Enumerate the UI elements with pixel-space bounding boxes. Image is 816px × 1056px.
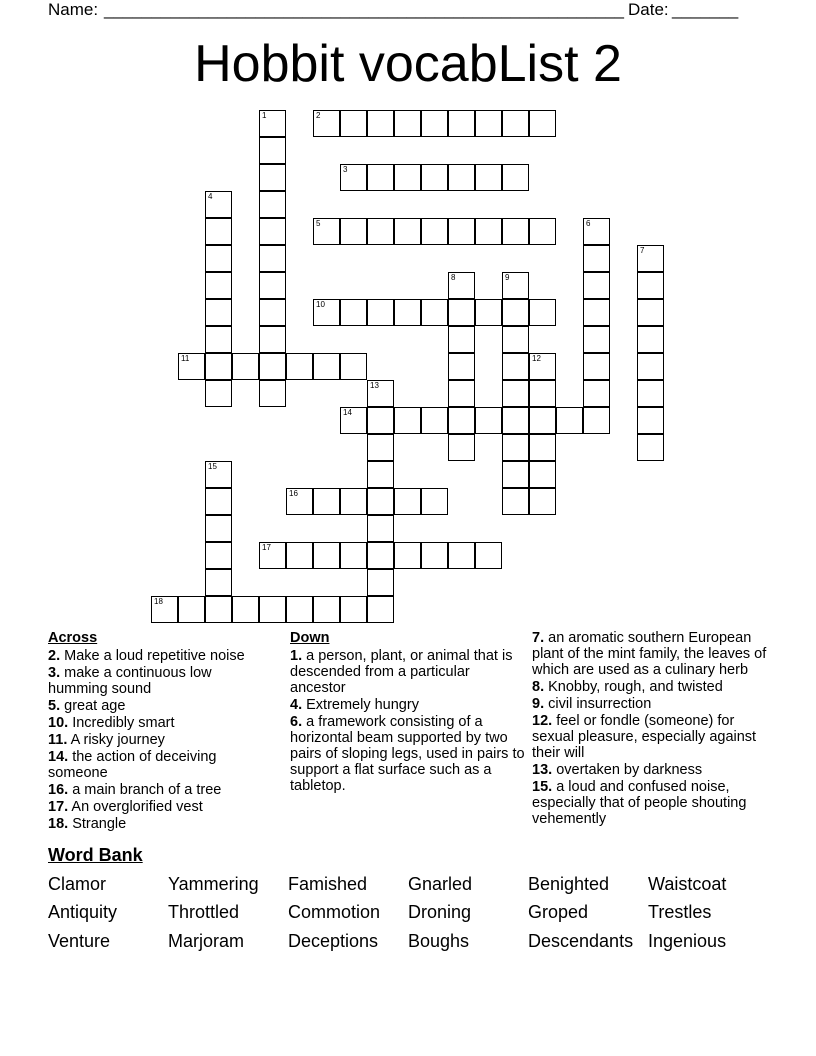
clue-number: 16. (48, 782, 69, 798)
clue-text: great age (64, 698, 126, 714)
crossword-cell[interactable] (502, 407, 529, 434)
clue-number: 1. (290, 648, 303, 664)
crossword-cell[interactable] (259, 380, 286, 407)
clue-number: 4 (208, 192, 213, 201)
word-bank-word: Venture (48, 931, 111, 951)
crossword-cell[interactable] (340, 542, 367, 569)
crossword-cell[interactable] (205, 326, 232, 353)
crossword-cell[interactable] (448, 542, 475, 569)
crossword-cell[interactable] (259, 299, 286, 326)
clue-item (48, 665, 273, 697)
crossword-cell[interactable] (502, 353, 529, 380)
crossword-cell[interactable] (529, 407, 556, 434)
clue-number: 2 (316, 111, 321, 120)
clue-item (532, 679, 768, 695)
crossword-cell[interactable] (421, 218, 448, 245)
clue-text: a main branch of a tree (72, 782, 222, 798)
crossword-cell[interactable] (529, 434, 556, 461)
word-bank-word: Clamor (48, 874, 107, 894)
crossword-cell[interactable] (529, 461, 556, 488)
clue-item (532, 713, 768, 761)
crossword-cell[interactable] (367, 434, 394, 461)
crossword-cell[interactable] (313, 542, 340, 569)
clue-number: 10. (48, 715, 69, 731)
clue-item (48, 799, 273, 815)
crossword-cell[interactable] (394, 218, 421, 245)
clue-item (290, 648, 525, 696)
crossword-cell[interactable] (205, 191, 232, 218)
crossword-cell[interactable] (205, 218, 232, 245)
clue-text: the action of deceiving someone (48, 749, 217, 781)
crossword-cell[interactable] (286, 596, 313, 623)
clue-number: 15. (532, 779, 553, 795)
crossword-cell[interactable] (259, 110, 286, 137)
clue-number: 6 (586, 219, 591, 228)
crossword-cell[interactable] (205, 353, 232, 380)
crossword-cell[interactable] (340, 353, 367, 380)
crossword-cell[interactable] (502, 434, 529, 461)
crossword-cell[interactable] (637, 407, 664, 434)
crossword-cell[interactable] (448, 380, 475, 407)
crossword-cell[interactable] (367, 218, 394, 245)
clue-number: 1 (262, 111, 267, 120)
crossword-cell[interactable] (583, 407, 610, 434)
crossword-cell[interactable] (529, 380, 556, 407)
crossword-cell[interactable] (448, 299, 475, 326)
crossword-cell[interactable] (259, 218, 286, 245)
crossword-cell[interactable] (340, 218, 367, 245)
clue-number: 6. (290, 714, 303, 730)
clue-item (48, 732, 273, 748)
clue-text: feel or fondle (someone) for sexual pleasure, especially against their will (532, 713, 757, 761)
crossword-cell[interactable] (421, 110, 448, 137)
crossword-cell[interactable] (421, 299, 448, 326)
clue-number: 15 (208, 462, 217, 471)
crossword-cell[interactable] (421, 542, 448, 569)
clue-number: 17 (262, 543, 271, 552)
crossword-cell[interactable] (448, 326, 475, 353)
clue-text: a framework consisting of a horizontal beam supported by two pairs of sloping legs, used in pairs to support a flat surface such as a tabletop. (290, 714, 525, 794)
clue-number: 14. (48, 749, 69, 765)
crossword-cell[interactable] (475, 164, 502, 191)
clue-number: 8 (451, 273, 456, 282)
crossword-cell[interactable] (394, 110, 421, 137)
word-bank-word: Descendants (528, 931, 634, 951)
clue-number: 7 (640, 246, 645, 255)
clue-item (290, 714, 525, 794)
crossword-cell[interactable] (394, 299, 421, 326)
crossword-cell[interactable] (340, 407, 367, 434)
crossword-cell[interactable] (502, 272, 529, 299)
crossword-cell[interactable] (340, 596, 367, 623)
crossword-cell[interactable] (637, 299, 664, 326)
clue-text: Extremely hungry (306, 697, 419, 713)
clue-item (48, 816, 273, 832)
clue-number: 7. (532, 630, 545, 646)
crossword-cell[interactable] (583, 245, 610, 272)
crossword-cell[interactable] (367, 461, 394, 488)
crossword-cell[interactable] (502, 380, 529, 407)
crossword-cell[interactable] (502, 218, 529, 245)
crossword-cell[interactable] (367, 164, 394, 191)
crossword-cell[interactable] (367, 407, 394, 434)
word-bank-word: Antiquity (48, 902, 118, 922)
clue-number: 8. (532, 679, 545, 695)
crossword-cell[interactable] (583, 272, 610, 299)
clue-item (48, 715, 273, 731)
crossword-cell[interactable] (286, 542, 313, 569)
crossword-cell[interactable] (529, 110, 556, 137)
word-bank-word: Ingenious (648, 931, 727, 951)
clue-item (290, 697, 525, 713)
crossword-cell[interactable] (367, 596, 394, 623)
word-bank-word: Droning (408, 902, 472, 922)
clue-number: 3. (48, 665, 61, 681)
down-clues (290, 630, 525, 795)
crossword-cell[interactable] (502, 164, 529, 191)
crossword-cell[interactable] (637, 434, 664, 461)
crossword-cell[interactable] (259, 191, 286, 218)
crossword-cell[interactable] (313, 353, 340, 380)
clue-item (48, 648, 273, 664)
down-clues-continued (532, 630, 768, 828)
crossword-cell[interactable] (475, 407, 502, 434)
word-bank-word: Benighted (528, 874, 610, 894)
clue-text: make a continuous low humming sound (48, 665, 212, 697)
clue-number: 18 (154, 597, 163, 606)
crossword-cell[interactable] (313, 299, 340, 326)
crossword-cell[interactable] (529, 353, 556, 380)
word-bank-word: Waistcoat (648, 874, 727, 894)
clue-number: 4. (290, 697, 303, 713)
crossword-cell[interactable] (367, 569, 394, 596)
word-bank-word: Trestles (648, 902, 712, 922)
crossword-cell[interactable] (394, 164, 421, 191)
crossword-cell[interactable] (205, 488, 232, 515)
crossword-cell[interactable] (448, 164, 475, 191)
clue-item (48, 782, 273, 798)
page-title: Hobbit vocabList 2 (194, 35, 622, 93)
clue-item (48, 749, 273, 781)
word-bank-word: Boughs (408, 931, 470, 951)
clue-number: 5 (316, 219, 321, 228)
word-bank-word: Groped (528, 902, 589, 922)
word-bank-title: Word Bank (48, 845, 143, 865)
clue-item (532, 630, 768, 678)
word-bank-word: Famished (288, 874, 368, 894)
crossword-cell[interactable] (313, 110, 340, 137)
crossword-cell[interactable] (313, 488, 340, 515)
crossword-cell[interactable] (340, 164, 367, 191)
crossword-cell[interactable] (502, 461, 529, 488)
word-bank-word: Marjoram (168, 931, 245, 951)
crossword-cell[interactable] (205, 299, 232, 326)
crossword-cell[interactable] (259, 542, 286, 569)
clue-number: 17. (48, 799, 69, 815)
crossword-cell[interactable] (205, 461, 232, 488)
date-line[interactable]: _______ (672, 0, 739, 19)
clue-number: 3 (343, 165, 348, 174)
across-clues (48, 630, 273, 833)
crossword-cell[interactable] (556, 407, 583, 434)
name-label: Name: (48, 0, 99, 19)
crossword-cell[interactable] (637, 353, 664, 380)
clue-number: 10 (316, 300, 325, 309)
crossword-cell[interactable] (340, 299, 367, 326)
name-line[interactable]: _______________________________________________________ (104, 0, 625, 19)
crossword-cell[interactable] (259, 326, 286, 353)
crossword-cell[interactable] (475, 542, 502, 569)
crossword-cell[interactable] (475, 299, 502, 326)
clue-number: 13. (532, 762, 553, 778)
crossword-cell[interactable] (475, 110, 502, 137)
crossword-cell[interactable] (313, 596, 340, 623)
crossword-cell[interactable] (340, 488, 367, 515)
crossword-cell[interactable] (502, 488, 529, 515)
crossword-cell[interactable] (178, 596, 205, 623)
crossword-cell[interactable] (394, 488, 421, 515)
crossword-cell[interactable] (529, 299, 556, 326)
crossword-cell[interactable] (421, 164, 448, 191)
crossword-cell[interactable] (205, 569, 232, 596)
clue-number: 14 (343, 408, 352, 417)
clue-number: 5. (48, 698, 61, 714)
crossword-cell[interactable] (394, 542, 421, 569)
clue-number: 16 (289, 489, 298, 498)
crossword-cell[interactable] (583, 353, 610, 380)
clue-number: 12 (532, 354, 541, 363)
clue-number: 9 (505, 273, 510, 282)
crossword-cell[interactable] (448, 407, 475, 434)
crossword-cell[interactable] (340, 110, 367, 137)
crossword-cell[interactable] (259, 164, 286, 191)
crossword-cell[interactable] (286, 488, 313, 515)
crossword-cell[interactable] (232, 353, 259, 380)
crossword-cell[interactable] (529, 218, 556, 245)
clue-number: 2. (48, 648, 61, 664)
crossword-cell[interactable] (367, 110, 394, 137)
crossword-cell[interactable] (583, 326, 610, 353)
word-bank-word: Deceptions (288, 931, 379, 951)
crossword-cell[interactable] (205, 596, 232, 623)
crossword-cell[interactable] (259, 137, 286, 164)
crossword-cell[interactable] (151, 596, 178, 623)
crossword-cell[interactable] (502, 299, 529, 326)
word-bank-word: Yammering (168, 874, 259, 894)
crossword-cell[interactable] (502, 110, 529, 137)
crossword-cell[interactable] (394, 407, 421, 434)
crossword-cell[interactable] (313, 218, 340, 245)
crossword-cell[interactable] (367, 380, 394, 407)
crossword-cell[interactable] (232, 596, 259, 623)
clue-item (532, 779, 768, 827)
crossword-cell[interactable] (421, 407, 448, 434)
crossword-cell[interactable] (637, 272, 664, 299)
crossword-cell[interactable] (583, 380, 610, 407)
clue-text: An overglorified vest (71, 799, 203, 815)
crossword-cell[interactable] (367, 515, 394, 542)
clue-number: 9. (532, 696, 545, 712)
word-bank-word: Gnarled (408, 874, 473, 894)
crossword-cell[interactable] (637, 380, 664, 407)
crossword-cell[interactable] (259, 272, 286, 299)
crossword-cell[interactable] (448, 110, 475, 137)
clue-text: A risky journey (70, 732, 165, 748)
crossword-cell[interactable] (448, 353, 475, 380)
crossword-cell[interactable] (367, 299, 394, 326)
crossword-cell[interactable] (421, 488, 448, 515)
crossword-cell[interactable] (178, 353, 205, 380)
crossword-cell[interactable] (448, 434, 475, 461)
crossword-cell[interactable] (367, 542, 394, 569)
clue-number: 13 (370, 381, 379, 390)
down-heading: Down (290, 630, 330, 646)
clue-text: Make a loud repetitive noise (64, 648, 245, 664)
crossword-cell[interactable] (205, 542, 232, 569)
clue-number: 12. (532, 713, 553, 729)
clue-number: 18. (48, 816, 69, 832)
clue-text: Strangle (72, 816, 127, 832)
crossword-cell[interactable] (502, 326, 529, 353)
across-heading: Across (48, 630, 98, 646)
clue-text: civil insurrection (548, 696, 652, 712)
word-bank-word: Commotion (288, 902, 381, 922)
crossword-cell[interactable] (259, 353, 286, 380)
clue-text: a person, plant, or animal that is descended from a particular ancestor (290, 648, 513, 696)
crossword-cell[interactable] (259, 245, 286, 272)
crossword-cell[interactable] (475, 218, 502, 245)
crossword-cell[interactable] (448, 272, 475, 299)
crossword-cell[interactable] (637, 326, 664, 353)
clue-item (532, 696, 768, 712)
clue-number: 11 (181, 354, 190, 363)
clue-text: Knobby, rough, and twisted (548, 679, 723, 695)
crossword-cell[interactable] (637, 245, 664, 272)
clue-item (532, 762, 768, 778)
crossword-cell[interactable] (367, 488, 394, 515)
word-bank-word: Throttled (168, 902, 240, 922)
crossword-cell[interactable] (205, 245, 232, 272)
crossword-cell[interactable] (286, 353, 313, 380)
clue-text: an aromatic southern European plant of the mint family, the leaves of which are used as a culinary herb (532, 630, 767, 678)
clue-number: 11. (48, 732, 68, 748)
crossword-cell[interactable] (259, 596, 286, 623)
crossword-cell[interactable] (583, 299, 610, 326)
clue-item (48, 698, 273, 714)
crossword-cell[interactable] (205, 380, 232, 407)
crossword-cell[interactable] (205, 515, 232, 542)
crossword-cell[interactable] (448, 218, 475, 245)
clue-text: overtaken by darkness (556, 762, 703, 778)
crossword-cell[interactable] (205, 272, 232, 299)
date-label: Date: (628, 0, 669, 19)
clue-text: a loud and confused noise, especially that of people shouting vehemently (532, 779, 747, 827)
clue-text: Incredibly smart (72, 715, 175, 731)
crossword-cell[interactable] (583, 218, 610, 245)
crossword-cell[interactable] (529, 488, 556, 515)
